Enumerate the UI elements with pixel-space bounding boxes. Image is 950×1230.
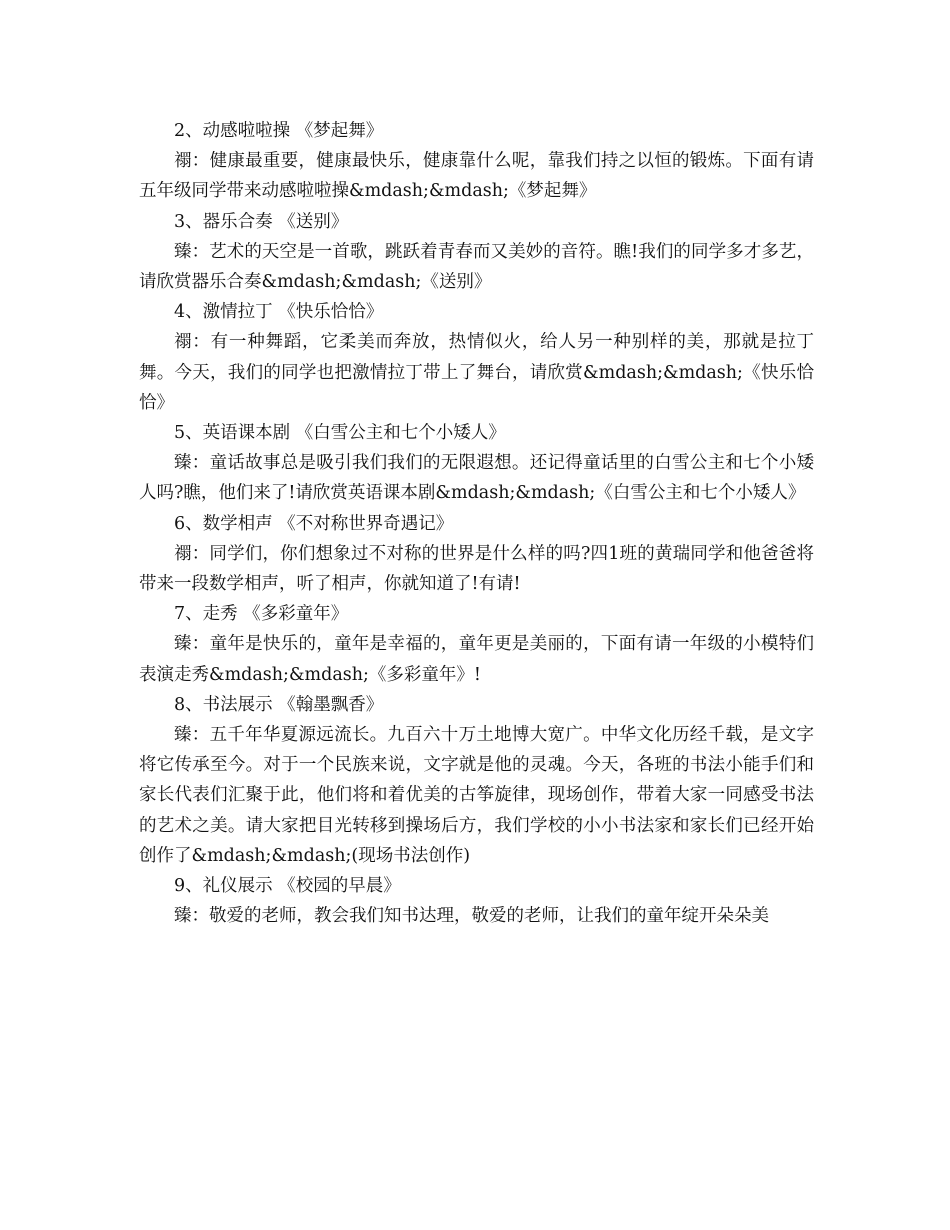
host-line: 臻：童话故事总是吸引我们我们的无限遐想。还记得童话里的白雪公主和七个小矮人吗?瞧，他们来了!请欣赏英语课本剧&mdash;&mdash;《白雪公主和七个小矮人》 — [139, 453, 814, 504]
program-heading: 3、器乐合奏 《送别》 — [174, 211, 349, 232]
document-body — [139, 116, 814, 931]
program-heading: 8、书法展示 《翰墨飘香》 — [174, 694, 384, 715]
program-heading: 5、英语课本剧 《白雪公主和七个小矮人》 — [174, 423, 506, 444]
program-heading: 4、激情拉丁 《快乐恰恰》 — [174, 302, 384, 323]
program-heading: 6、数学相声 《不对称世界奇遇记》 — [174, 513, 454, 534]
program-heading: 2、动感啦啦操 《梦起舞》 — [174, 121, 384, 141]
host-line: 禤：健康最重要，健康最快乐，健康靠什么呢，靠我们持之以恒的锻炼。下面有请五年级同学带来动感啦啦操&mdash;&mdash;《梦起舞》 — [139, 151, 814, 202]
host-line: 臻：敬爱的老师，教会我们知书达理，敬爱的老师，让我们的童年绽开朵朵美 — [174, 906, 769, 927]
host-line: 臻：五千年华夏源远流长。九百六十万土地博大宽广。中华文化历经千载，是文字将它传承至今。对于一个民族来说，文字就是他的灵魂。今天，各班的书法小能手们和家长代表们汇聚于此，他们将和着优美的古筝旋律，现场创作，带着大家一同感受书法的艺术之美。请大家把目光转移到操场后方，我们学校的小小书法家和家长们已经开始创作了&mdash;&mdash;(现场书法创作) — [139, 725, 814, 866]
host-line: 禤：同学们，你们想象过不对称的世界是什么样的吗?四1班的黄瑞同学和他爸爸将带来一段数学相声，听了相声，你就知道了!有请! — [139, 543, 814, 595]
program-heading: 7、走秀 《多彩童年》 — [174, 604, 349, 625]
host-line: 禤：有一种舞蹈，它柔美而奔放，热情似火，给人另一种别样的美，那就是拉丁舞。今天，我们的同学也把激情拉丁带上了舞台，请欣赏&mdash;&mdash;《快乐恰恰》 — [139, 332, 814, 413]
host-line: 臻：童年是快乐的，童年是幸福的，童年更是美丽的，下面有请一年级的小模特们表演走秀&mdash;&mdash;《多彩童年》! — [139, 634, 814, 685]
host-line: 臻：艺术的天空是一首歌，跳跃着青春而又美妙的音符。瞧!我们的同学多才多艺，请欣赏器乐合奏&mdash;&mdash;《送别》 — [139, 241, 814, 293]
program-heading: 9、礼仪展示 《校园的早晨》 — [174, 876, 401, 897]
